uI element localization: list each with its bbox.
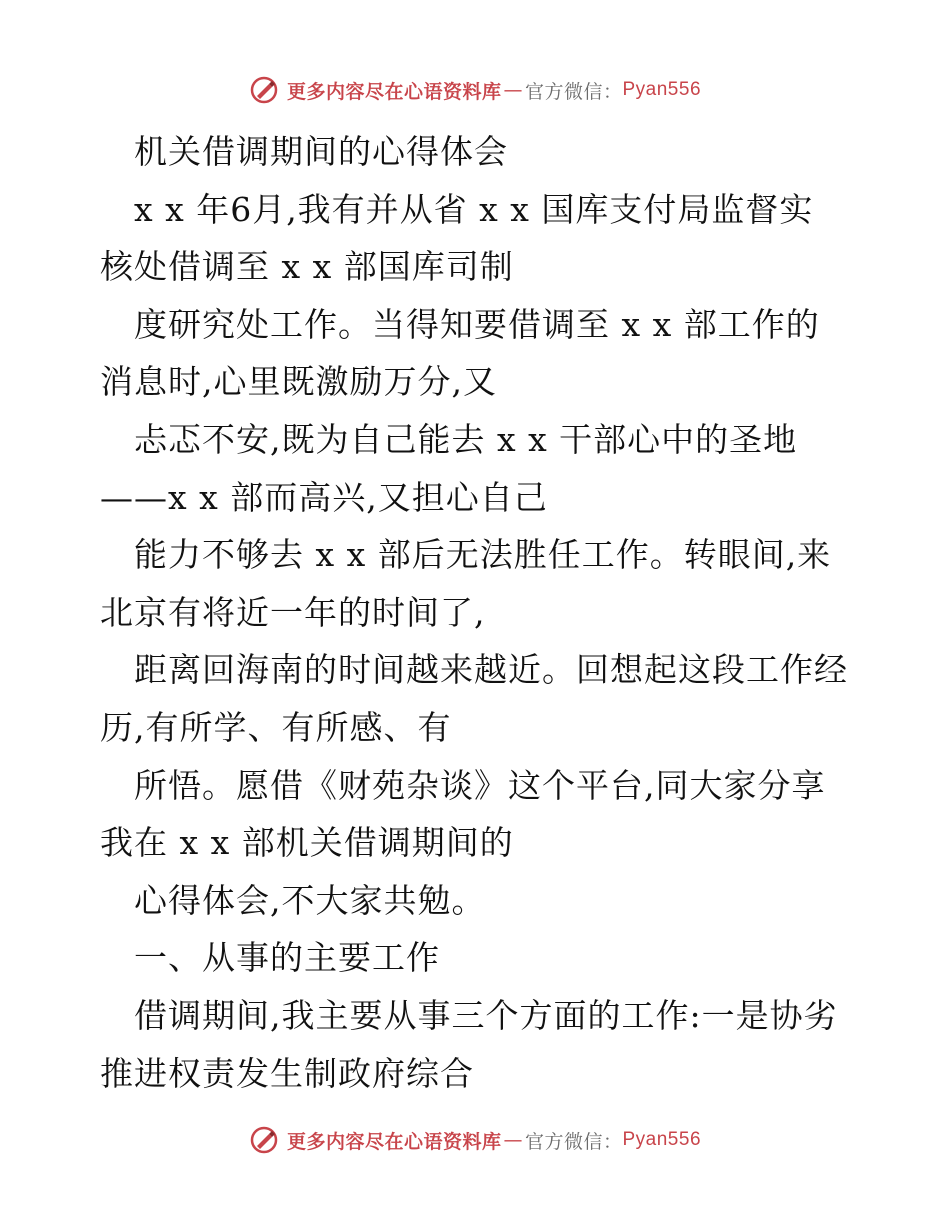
watermark-wechat-id: Pyan556	[622, 1129, 702, 1150]
watermark-header	[0, 72, 950, 108]
paragraph-line: 历,有所学、有所感、有	[100, 707, 452, 747]
watermark-brand: 更多内容尽在心语资料库	[286, 1130, 502, 1153]
paragraph-line: 所悟。愿借《财苑杂谈》这个平台,同大家分享	[134, 765, 826, 805]
document-title: 机关借调期间的心得体会	[134, 132, 508, 171]
paragraph-line: 忐忑不安,既为自己能去 x x 干部心中的圣地	[134, 419, 798, 459]
watermark-dash: —	[503, 79, 523, 101]
watermark-wechat-id: Pyan556	[622, 79, 702, 100]
paragraph-line: 我在 x x 部机关借调期间的	[100, 823, 514, 863]
watermark-label: 官方微信：	[524, 1130, 623, 1153]
watermark-footer	[0, 1122, 950, 1158]
watermark-brand: 更多内容尽在心语资料库	[286, 80, 502, 103]
paragraph-line: 能力不够去 x x 部后无法胜任工作。转眼间,来	[134, 535, 832, 575]
paragraph-line: 推进权责发生制政府综合	[100, 1053, 474, 1093]
watermark-dash: —	[503, 1129, 523, 1151]
paragraph-line: 消息时,心里既激励万分,又	[100, 362, 497, 402]
section-heading: 一、从事的主要工作	[134, 938, 440, 978]
paragraph-line: x x 年6月,我有并从省 x x 国库支付局监督实	[134, 189, 814, 229]
paragraph-line: 心得体会,不大家共勉。	[134, 880, 486, 920]
watermark-label: 官方微信：	[524, 80, 623, 103]
paragraph-line: ——x x 部而高兴,又担心自己	[100, 477, 548, 517]
document-body	[100, 123, 860, 1102]
pen-logo-icon	[249, 1125, 279, 1155]
paragraph-line: 北京有将近一年的时间了,	[100, 592, 486, 632]
paragraph-line: 距离回海南的时间越来越近。回想起这段工作经	[134, 650, 848, 690]
paragraph-line: 核处借调至 x x 部国库司制	[100, 247, 514, 287]
paragraph-line: 借调期间,我主要从事三个方面的工作:一是协劣	[134, 995, 838, 1035]
paragraph-line: 度研究处工作。当得知要借调至 x x 部工作的	[134, 304, 820, 344]
pen-logo-icon	[249, 75, 279, 105]
